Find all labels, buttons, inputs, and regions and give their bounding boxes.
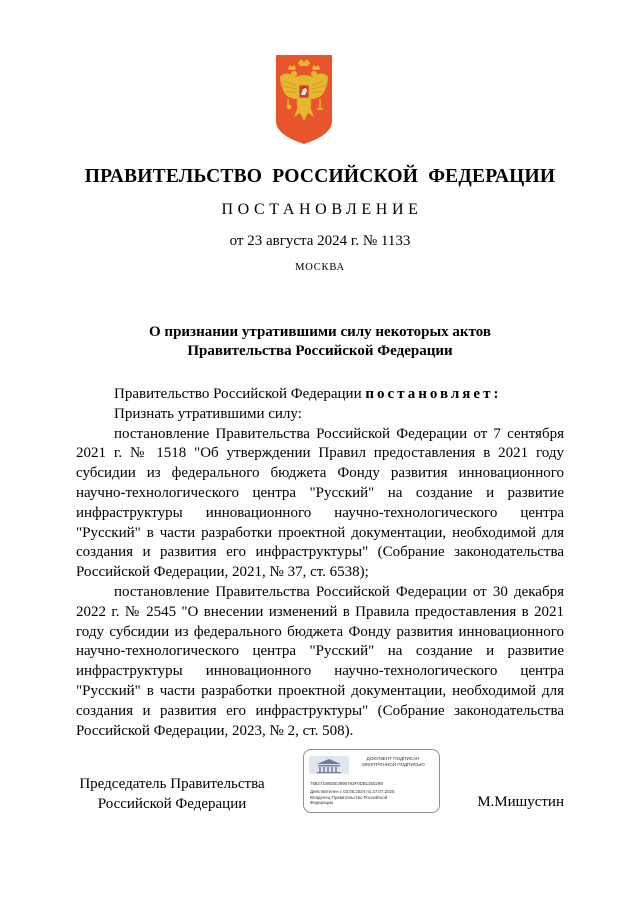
stamp-validity: Действителен с 03.05.2024 по 27.07.2025 [310,789,395,794]
subject-line-1: О признании утратившими силу некоторых актов [149,324,491,340]
intro-text: Правительство Российской Федерации [114,386,366,402]
coat-of-arms-emblem [276,55,332,144]
signatory-name: М.Мишустин [477,794,564,810]
government-building-icon [309,756,349,774]
stamp-certificate: 7682744800E3996793F0DB1250298 [310,781,383,786]
repealed-item-2: постановление Правительства Российской Федерации от 30 декабря 2022 г. № 2545 "О внесении изменений в Правила предоставления в 2021 году субсидии из федерального бюджета Фонду развития инновационного научно-технологического центра "Русский" на создание и развитие инфраструктуры инновационного научно-технологического центра "Русский" в части разработки проектной документации, необходимой для создания и развития его инфраструктуры" (Собрание законодательства Российской Федерации, 2023, № 2, ст. 508). [76,583,564,739]
electronic-signature-stamp [303,749,440,813]
recognize-paragraph: Признать утратившими силу: [114,405,302,422]
document-type: ПОСТАНОВЛЕНИЕ [221,201,423,218]
signatory-position [76,774,268,814]
stamp-title-line-1: ДОКУМЕНТ ПОДПИСАН [366,756,420,761]
intro-paragraph [76,385,564,405]
decrees-word: постановляет: [365,386,502,402]
repealed-item-1: постановление Правительства Российской Федерации от 7 сентября 2021 г. № 1518 "Об утверждении Правил предоставления в 2021 году субсидии из федерального бюджета Фонду развития инновационного научно-технологического центра "Русский" на создание и развитие инфраструктуры инновационного научно-технологического центра "Русский" в части разработки проектной документации, необходимой для создания и развития его инфраструктуры" (Собрание законодательства Российской Федерации, 2021, № 37, ст. 6538); [76,425,564,581]
subject-line-2: Правительства Российской Федерации [187,343,453,359]
document-body [76,385,564,741]
document-city: МОСКВА [295,262,345,273]
stamp-title-line-2: ЭЛЕКТРОННОЙ ПОДПИСЬЮ [361,762,425,767]
document-date-number: от 23 августа 2024 г. № 1133 [229,233,411,249]
government-title: ПРАВИТЕЛЬСТВО РОССИЙСКОЙ ФЕДЕРАЦИИ [84,166,556,187]
document-subject [0,323,640,361]
signatory-position-line-2: Российской Федерации [97,796,247,812]
signatory-position-line-1: Председатель Правительства [79,776,265,792]
stamp-owner-line-1: Владелец Правительство Российской [310,795,388,800]
stamp-owner-line-2: Федерации [310,800,333,805]
stamp-title [346,756,440,768]
